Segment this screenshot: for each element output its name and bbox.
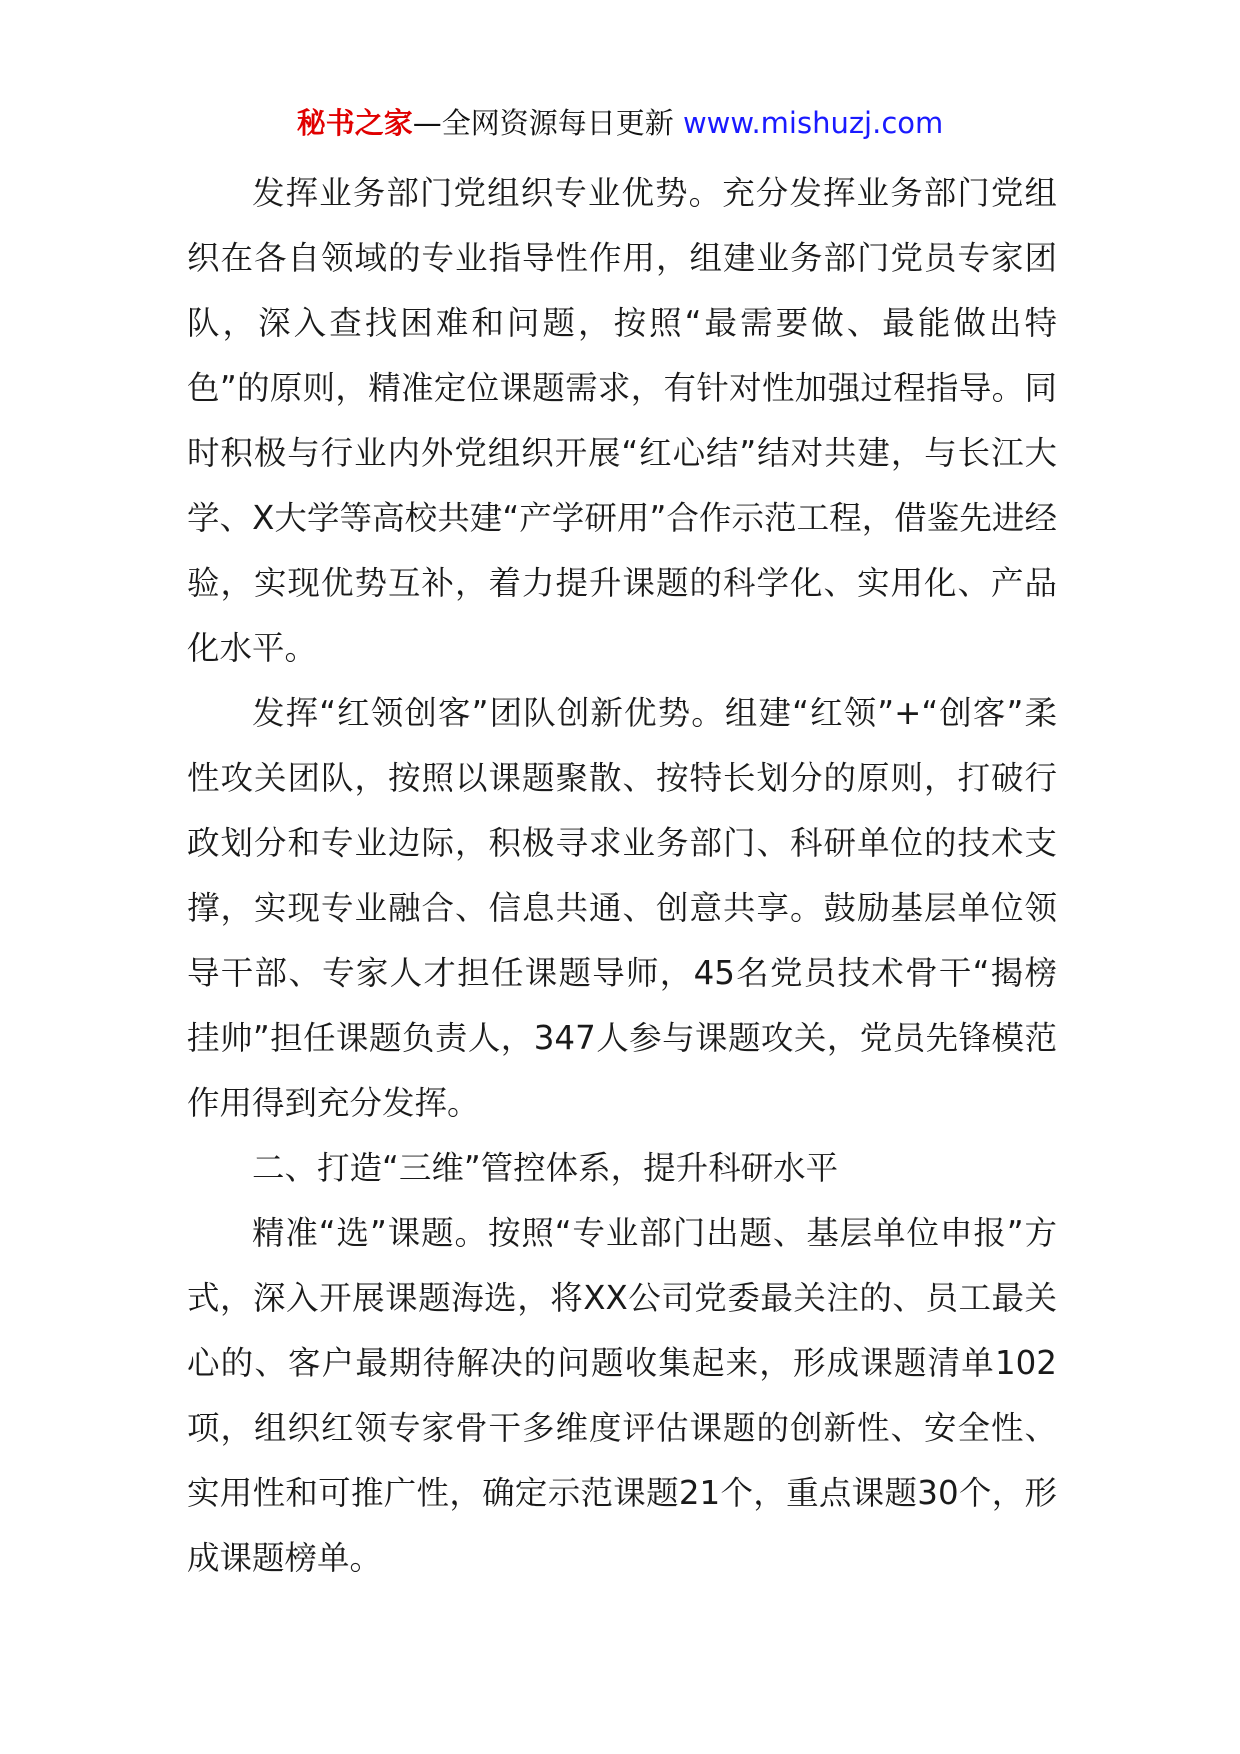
paragraph-red-collar-innovation: 发挥“红领创客”团队创新优势。组建“红领”+“创客”柔性攻关团队，按照以课题聚散、按特长划分的原则，打破行政划分和专业边际，积极寻求业务部门、科研单位的技术支撑，实现专业融合、信息共通、创意共享。鼓励基层单位领导干部、专家人才担任课题导师，45名党员技术骨干“揭榜挂帅”担任课题负责人，347人参与课题攻关，党员先锋模范作用得到充分发挥。 bbox=[187, 694, 1057, 1122]
header-slogan: —全网资源每日更新 bbox=[412, 106, 683, 140]
paragraph-business-party-advantage: 发挥业务部门党组织专业优势。充分发挥业务部门党组织在各自领域的专业指导性作用，组建业务部门党员专家团队，深入查找困难和问题，按照“最需要做、最能做出特色”的原则，精准定位课题需求，有针对性加强过程指导。同时积极与行业内外党组织开展“红心结”结对共建，与长江大学、X大学等高校共建“产学研用”合作示范工程，借鉴先进经验，实现优势互补，着力提升课题的科学化、实用化、产品化水平。 bbox=[187, 174, 1057, 667]
website-link[interactable]: www.mishuzj.com bbox=[682, 106, 944, 140]
brand-name: 秘书之家 bbox=[296, 106, 413, 140]
section-heading: 二、打造“三维”管控体系，提升科研水平 bbox=[252, 1149, 839, 1187]
paragraph-select-topics: 精准“选”课题。按照“专业部门出题、基层单位申报”方式，深入开展课题海选，将XX公司党委最关注的、员工最关心的、客户最期待解决的问题收集起来，形成课题清单102项，组织红领专家骨干多维度评估课题的创新性、安全性、实用性和可推广性，确定示范课题21个，重点课题30个，形成课题榜单。 bbox=[187, 1214, 1057, 1577]
page-header bbox=[0, 101, 1240, 145]
document-body bbox=[187, 161, 1057, 1591]
